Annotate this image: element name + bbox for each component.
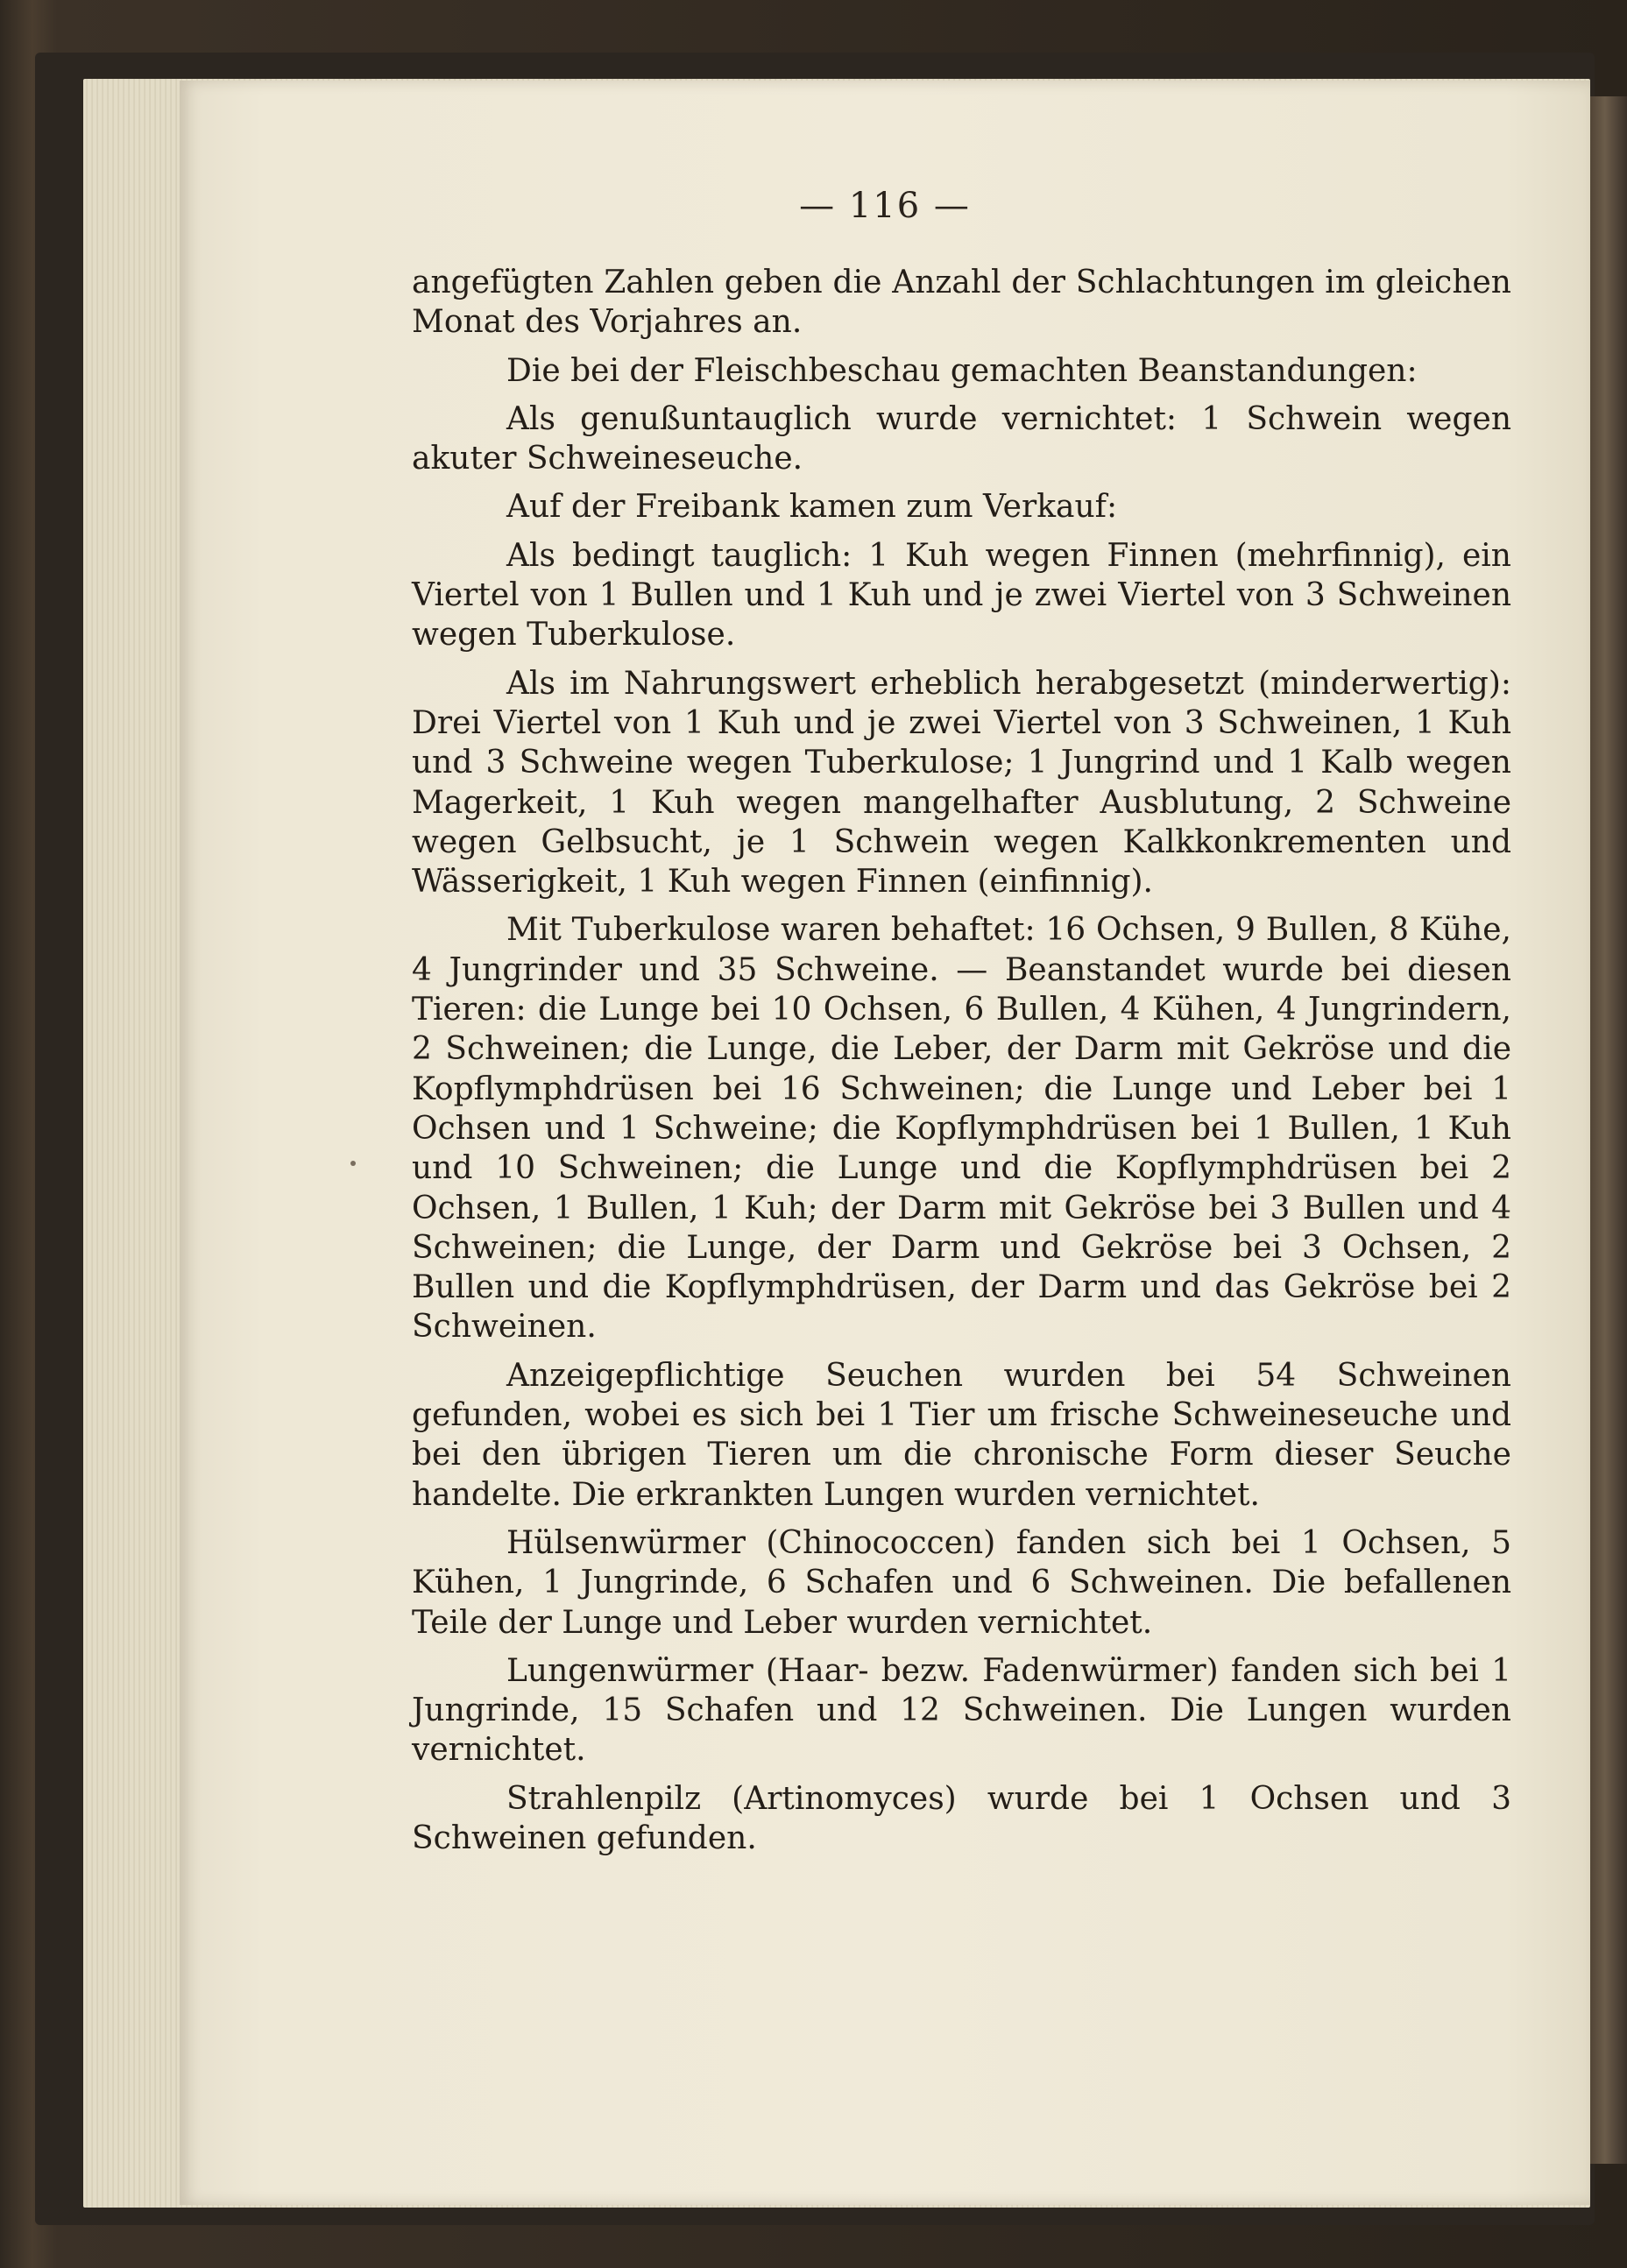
paragraph-7: Mit Tuberkulose waren behaftet: 16 Ochsen, 9 Bullen, 8 Kühe, 4 Jungrinder und 35 Schweine. — Beanstandet wurde bei diesen Tieren: die Lunge bei 10 Ochsen, 6 Bullen, 4 Kühen, 4 Jungrindern, 2 Schweinen; die Lunge, die Leber, der Darm mit Gekröse und die Kopflymphdrüsen bei 16 Schweinen; die Lunge und Leber bei 1 Ochsen und 1 Schweine; die Kopflymphdrüsen bei 1 Bullen, 1 Kuh und 10 Schweinen; die Lunge und die Kopflymphdrüsen bei 2 Ochsen, 1 Bullen, 1 Kuh; der Darm mit Gekröse bei 3 Bullen und 4 Schweinen; die Lunge, der Darm und Gekröse bei 3 Ochsen, 2 Bullen und die Kopflymphdrüsen, der Darm und das Gekröse bei 2 Schweinen.	[412, 912, 1511, 1346]
paragraph-6: Als im Nahrungswert erheblich herabgesetzt (minderwertig): Drei Viertel von 1 Kuh und je zwei Viertel von 3 Schweinen, 1 Kuh und 3 Schweine wegen Tuberkulose; 1 Jungrind und 1 Kalb wegen Magerkeit, 1 Kuh wegen mangelhafter Ausblutung, 2 Schweine wegen Gelbsucht, je 1 Schwein wegen Kalkkonkrementen und Wässerigkeit, 1 Kuh wegen Finnen (einfinnig).	[412, 665, 1511, 901]
book-right-edge	[1590, 96, 1627, 2164]
page-body	[412, 263, 1511, 1867]
paragraph-10: Lungenwürmer (Haar- bezw. Fadenwürmer) fanden sich bei 1 Jungrinde, 15 Schafen und 12 Schweinen. Die Lungen wurden vernichtet.	[412, 1652, 1511, 1769]
paragraph-1: angefügten Zahlen geben die Anzahl der Schlachtungen im gleichen Monat des Vorjahres an.	[412, 265, 1511, 341]
paragraph-2: Die bei der Fleischbeschau gemachten Beanstandungen:	[506, 352, 1418, 389]
paragraph-9: Hülsenwürmer (Chinococcen) fanden sich bei 1 Ochsen, 5 Kühen, 1 Jungrinde, 6 Schafen und 6 Schweinen. Die befallenen Teile der Lunge und Leber wurden vernichtet.	[412, 1524, 1511, 1641]
paragraph-4: Auf der Freibank kamen zum Verkauf:	[506, 489, 1118, 526]
paragraph-11: Strahlenpilz (Artinomyces) wurde bei 1 Ochsen und 3 Schweinen gefunden.	[412, 1780, 1511, 1856]
margin-mark	[350, 1161, 356, 1166]
paragraph-3: Als genußuntauglich wurde vernichtet: 1 Schwein wegen akuter Schweineseuche.	[412, 400, 1511, 477]
page-number: — 116 —	[799, 186, 971, 226]
paragraph-5: Als bedingt tauglich: 1 Kuh wegen Finnen (mehrfinnig), ein Viertel von 1 Bullen und 1 Kuh und je zwei Viertel von 3 Schweinen wegen Tuberkulose.	[412, 537, 1511, 654]
paragraph-8: Anzeigepflichtige Seuchen wurden bei 54 Schweinen gefunden, wobei es sich bei 1 Tier um frische Schweineseuche und bei den übrigen Tieren um die chronische Form dieser Seuche handelte. Die erkrankten Lungen wurden vernichtet.	[412, 1357, 1511, 1513]
